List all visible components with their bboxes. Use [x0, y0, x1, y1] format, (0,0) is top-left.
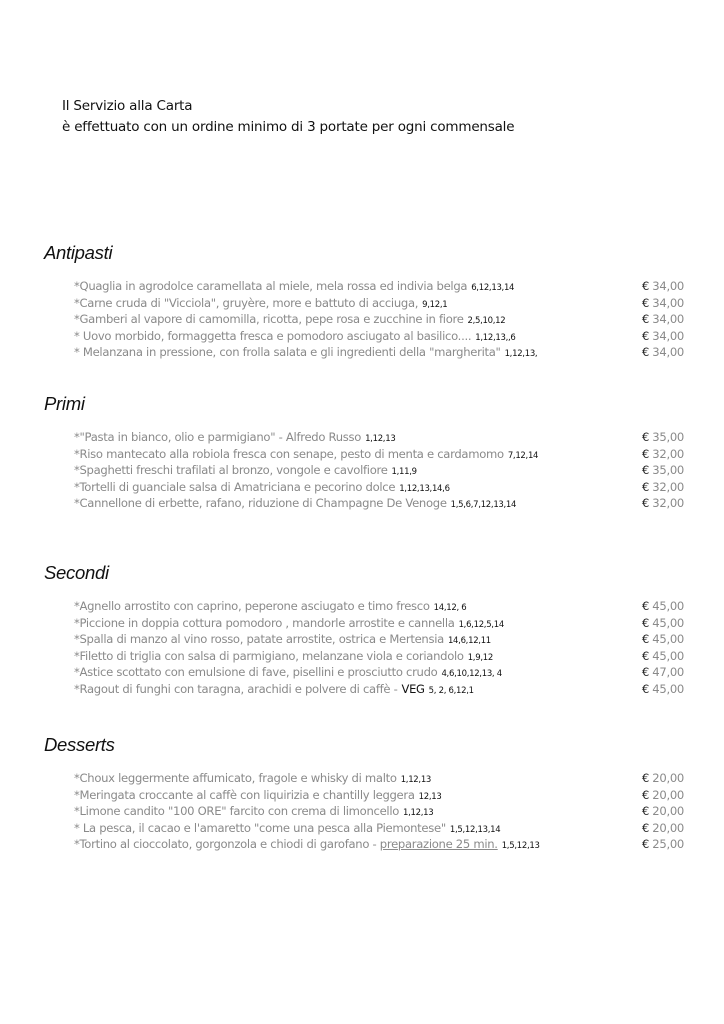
menu-item [44, 462, 684, 479]
price-value: 47,00 [652, 665, 684, 680]
menu-item [44, 681, 684, 698]
menu-item [44, 278, 684, 295]
dish-price [642, 462, 684, 479]
service-notice [62, 96, 514, 138]
service-notice-line2: è effettuato con un ordine minimo di 3 portate per ogni commensale [62, 119, 515, 135]
menu-item [44, 495, 684, 512]
menu-item [44, 664, 684, 681]
section-heading: Secondi [44, 562, 109, 583]
allergen-codes: 9,12,1 [422, 299, 448, 310]
section-heading: Antipasti [44, 242, 113, 263]
currency-symbol: € [641, 295, 649, 310]
menu-section-desserts [44, 734, 684, 853]
dish-price [642, 615, 684, 632]
price-value: 20,00 [652, 820, 684, 835]
currency-symbol: € [641, 496, 649, 511]
currency-symbol: € [641, 771, 649, 785]
dish-name: *Carne cruda di "Vicciola", gruyère, more e battuto di acciuga, [74, 295, 419, 310]
currency-symbol: € [641, 648, 649, 663]
dish-price [642, 664, 684, 681]
currency-symbol: € [641, 463, 649, 478]
dish-name: *Tortelli di guanciale salsa di Amatriciana e pecorino dolce [74, 479, 396, 494]
dish-price [642, 328, 684, 345]
allergen-codes: 1,12,13 [400, 775, 432, 785]
allergen-codes: 12,13 [418, 791, 442, 802]
currency-symbol: € [641, 615, 649, 630]
allergen-codes: 1,5,6,7,12,13,14 [450, 500, 517, 511]
currency-symbol: € [641, 279, 649, 293]
price-value: 34,00 [652, 279, 684, 293]
dish-price [642, 479, 684, 496]
section-heading: Primi [44, 393, 85, 414]
price-value: 32,00 [652, 496, 684, 511]
price-value: 35,00 [652, 463, 684, 478]
price-value: 20,00 [652, 771, 684, 785]
allergen-codes: 1,12,13,14,6 [399, 483, 450, 494]
menu-item [44, 598, 684, 615]
allergen-codes: 5, 2, 6,12,1 [428, 685, 474, 696]
allergen-codes: 1,11,9 [391, 467, 417, 478]
allergen-codes: 4,6,10,12,13, 4 [441, 669, 502, 680]
dish-name: *Meringata croccante al caffè con liquirizia e chantilly leggera [74, 787, 415, 802]
dish-price [642, 344, 684, 361]
dish-name: *"Pasta in bianco, olio e parmigiano" - Alfredo Russo [74, 430, 362, 444]
currency-symbol: € [641, 312, 649, 327]
menu-item [44, 648, 684, 665]
menu-item [44, 770, 684, 787]
dish-price [642, 787, 684, 804]
menu-item [44, 787, 684, 804]
menu-item [44, 328, 684, 345]
menu-item [44, 479, 684, 496]
menu-item [44, 615, 684, 632]
dish-price [642, 295, 684, 312]
price-value: 45,00 [652, 615, 684, 630]
menu-item [44, 803, 684, 820]
currency-symbol: € [641, 430, 649, 444]
allergen-codes: 1,12,13,,6 [475, 332, 516, 343]
menu-section-antipasti [44, 242, 684, 361]
dish-price [642, 278, 684, 295]
price-value: 35,00 [652, 430, 684, 444]
price-value: 34,00 [652, 295, 684, 310]
dish-name: *Spaghetti freschi trafilati al bronzo, vongole e cavolfiore [74, 463, 388, 478]
dish-name: *Choux leggermente affumicato, fragole e whisky di malto [74, 771, 397, 785]
price-value: 32,00 [652, 446, 684, 461]
preparation-note: preparazione 25 min. [379, 837, 498, 852]
currency-symbol: € [641, 345, 649, 360]
dish-name: *Riso mantecato alla robiola fresca con senape, pesto di menta e cardamomo [74, 446, 504, 461]
dish-price [642, 770, 684, 787]
price-value: 32,00 [652, 479, 684, 494]
currency-symbol: € [641, 787, 649, 802]
allergen-codes: 6,12,13,14 [471, 283, 515, 293]
allergen-codes: 1,6,12,5,14 [458, 619, 504, 630]
allergen-codes: 1,5,12,13,14 [449, 824, 501, 835]
price-value: 45,00 [652, 648, 684, 663]
dish-name: *Tortino al cioccolato, gorgonzola e chiodi di garofano - [74, 837, 377, 852]
allergen-codes: 7,12,14 [507, 450, 539, 461]
menu-item [44, 631, 684, 648]
allergen-codes: 14,6,12,11 [447, 636, 491, 647]
veg-label: VEG [401, 681, 425, 696]
price-value: 34,00 [652, 345, 684, 360]
allergen-codes: 1,9,12 [467, 652, 493, 663]
currency-symbol: € [641, 681, 649, 696]
dish-name: * La pesca, il cacao e l'amaretto "come una pesca alla Piemontese" [74, 820, 446, 835]
currency-symbol: € [641, 804, 649, 819]
dish-name: *Cannellone di erbette, rafano, riduzione di Champagne De Venoge [74, 496, 447, 511]
dish-price [642, 631, 684, 648]
menu-item [44, 311, 684, 328]
allergen-codes: 1,12,13, [504, 349, 538, 360]
dish-price [642, 803, 684, 820]
currency-symbol: € [641, 446, 649, 461]
dish-name: * Melanzana in pressione, con frolla salata e gli ingredienti della "margherita" [74, 345, 501, 360]
menu-item [44, 344, 684, 361]
currency-symbol: € [641, 820, 649, 835]
currency-symbol: € [641, 599, 649, 613]
dish-price [642, 836, 684, 853]
allergen-codes: 1,5,12,13 [501, 841, 540, 852]
price-value: 45,00 [652, 681, 684, 696]
menu-item [44, 820, 684, 837]
service-notice-line1: Il Servizio alla Carta [62, 98, 193, 114]
dish-name: *Agnello arrostito con caprino, peperone asciugato e timo fresco [74, 599, 430, 613]
currency-symbol: € [641, 479, 649, 494]
menu-section-primi [44, 393, 684, 512]
price-value: 34,00 [652, 328, 684, 343]
menu-item [44, 446, 684, 463]
price-value: 45,00 [652, 599, 684, 613]
price-value: 25,00 [652, 837, 684, 852]
dish-name: *Filetto di triglia con salsa di parmigiano, melanzane viola e coriandolo [74, 648, 464, 663]
price-value: 34,00 [652, 312, 684, 327]
menu-item [44, 836, 684, 853]
dish-price [642, 495, 684, 512]
allergen-codes: 1,12,13 [403, 808, 434, 819]
menu-item [44, 295, 684, 312]
dish-name: *Limone candito "100 ORE" farcito con crema di limoncello [74, 804, 400, 819]
allergen-codes: 2,5,10,12 [467, 316, 506, 327]
dish-price [642, 598, 684, 615]
dish-name: *Gamberi al vapore di camomilla, ricotta, pepe rosa e zucchine in fiore [74, 312, 464, 327]
price-value: 20,00 [652, 804, 684, 819]
menu-item [44, 429, 684, 446]
currency-symbol: € [641, 328, 649, 343]
dish-name: *Piccione in doppia cottura pomodoro , mandorle arrostite e cannella [74, 615, 455, 630]
dish-price [642, 429, 684, 446]
currency-symbol: € [641, 665, 649, 680]
currency-symbol: € [641, 837, 649, 852]
dish-name: *Ragout di funghi con taragna, arachidi e polvere di caffè - [74, 681, 398, 696]
dish-price [642, 648, 684, 665]
currency-symbol: € [641, 632, 649, 647]
dish-name: *Astice scottato con emulsione di fave, pisellini e prosciutto crudo [74, 665, 438, 680]
dish-price [642, 311, 684, 328]
dish-name: *Quaglia in agrodolce caramellata al miele, mela rossa ed indivia belga [74, 279, 468, 293]
price-value: 20,00 [652, 787, 684, 802]
dish-price [642, 446, 684, 463]
price-value: 45,00 [652, 632, 684, 647]
dish-price [642, 820, 684, 837]
dish-name: * Uovo morbido, formaggetta fresca e pomodoro asciugato al basilico.... [74, 328, 472, 343]
dish-price [642, 681, 684, 698]
section-heading: Desserts [44, 734, 115, 755]
allergen-codes: 14,12, 6 [433, 603, 467, 613]
menu-section-secondi [44, 562, 684, 698]
allergen-codes: 1,12,13 [365, 434, 396, 444]
dish-name: *Spalla di manzo al vino rosso, patate arrostite, ostrica e Mertensia [74, 632, 444, 647]
